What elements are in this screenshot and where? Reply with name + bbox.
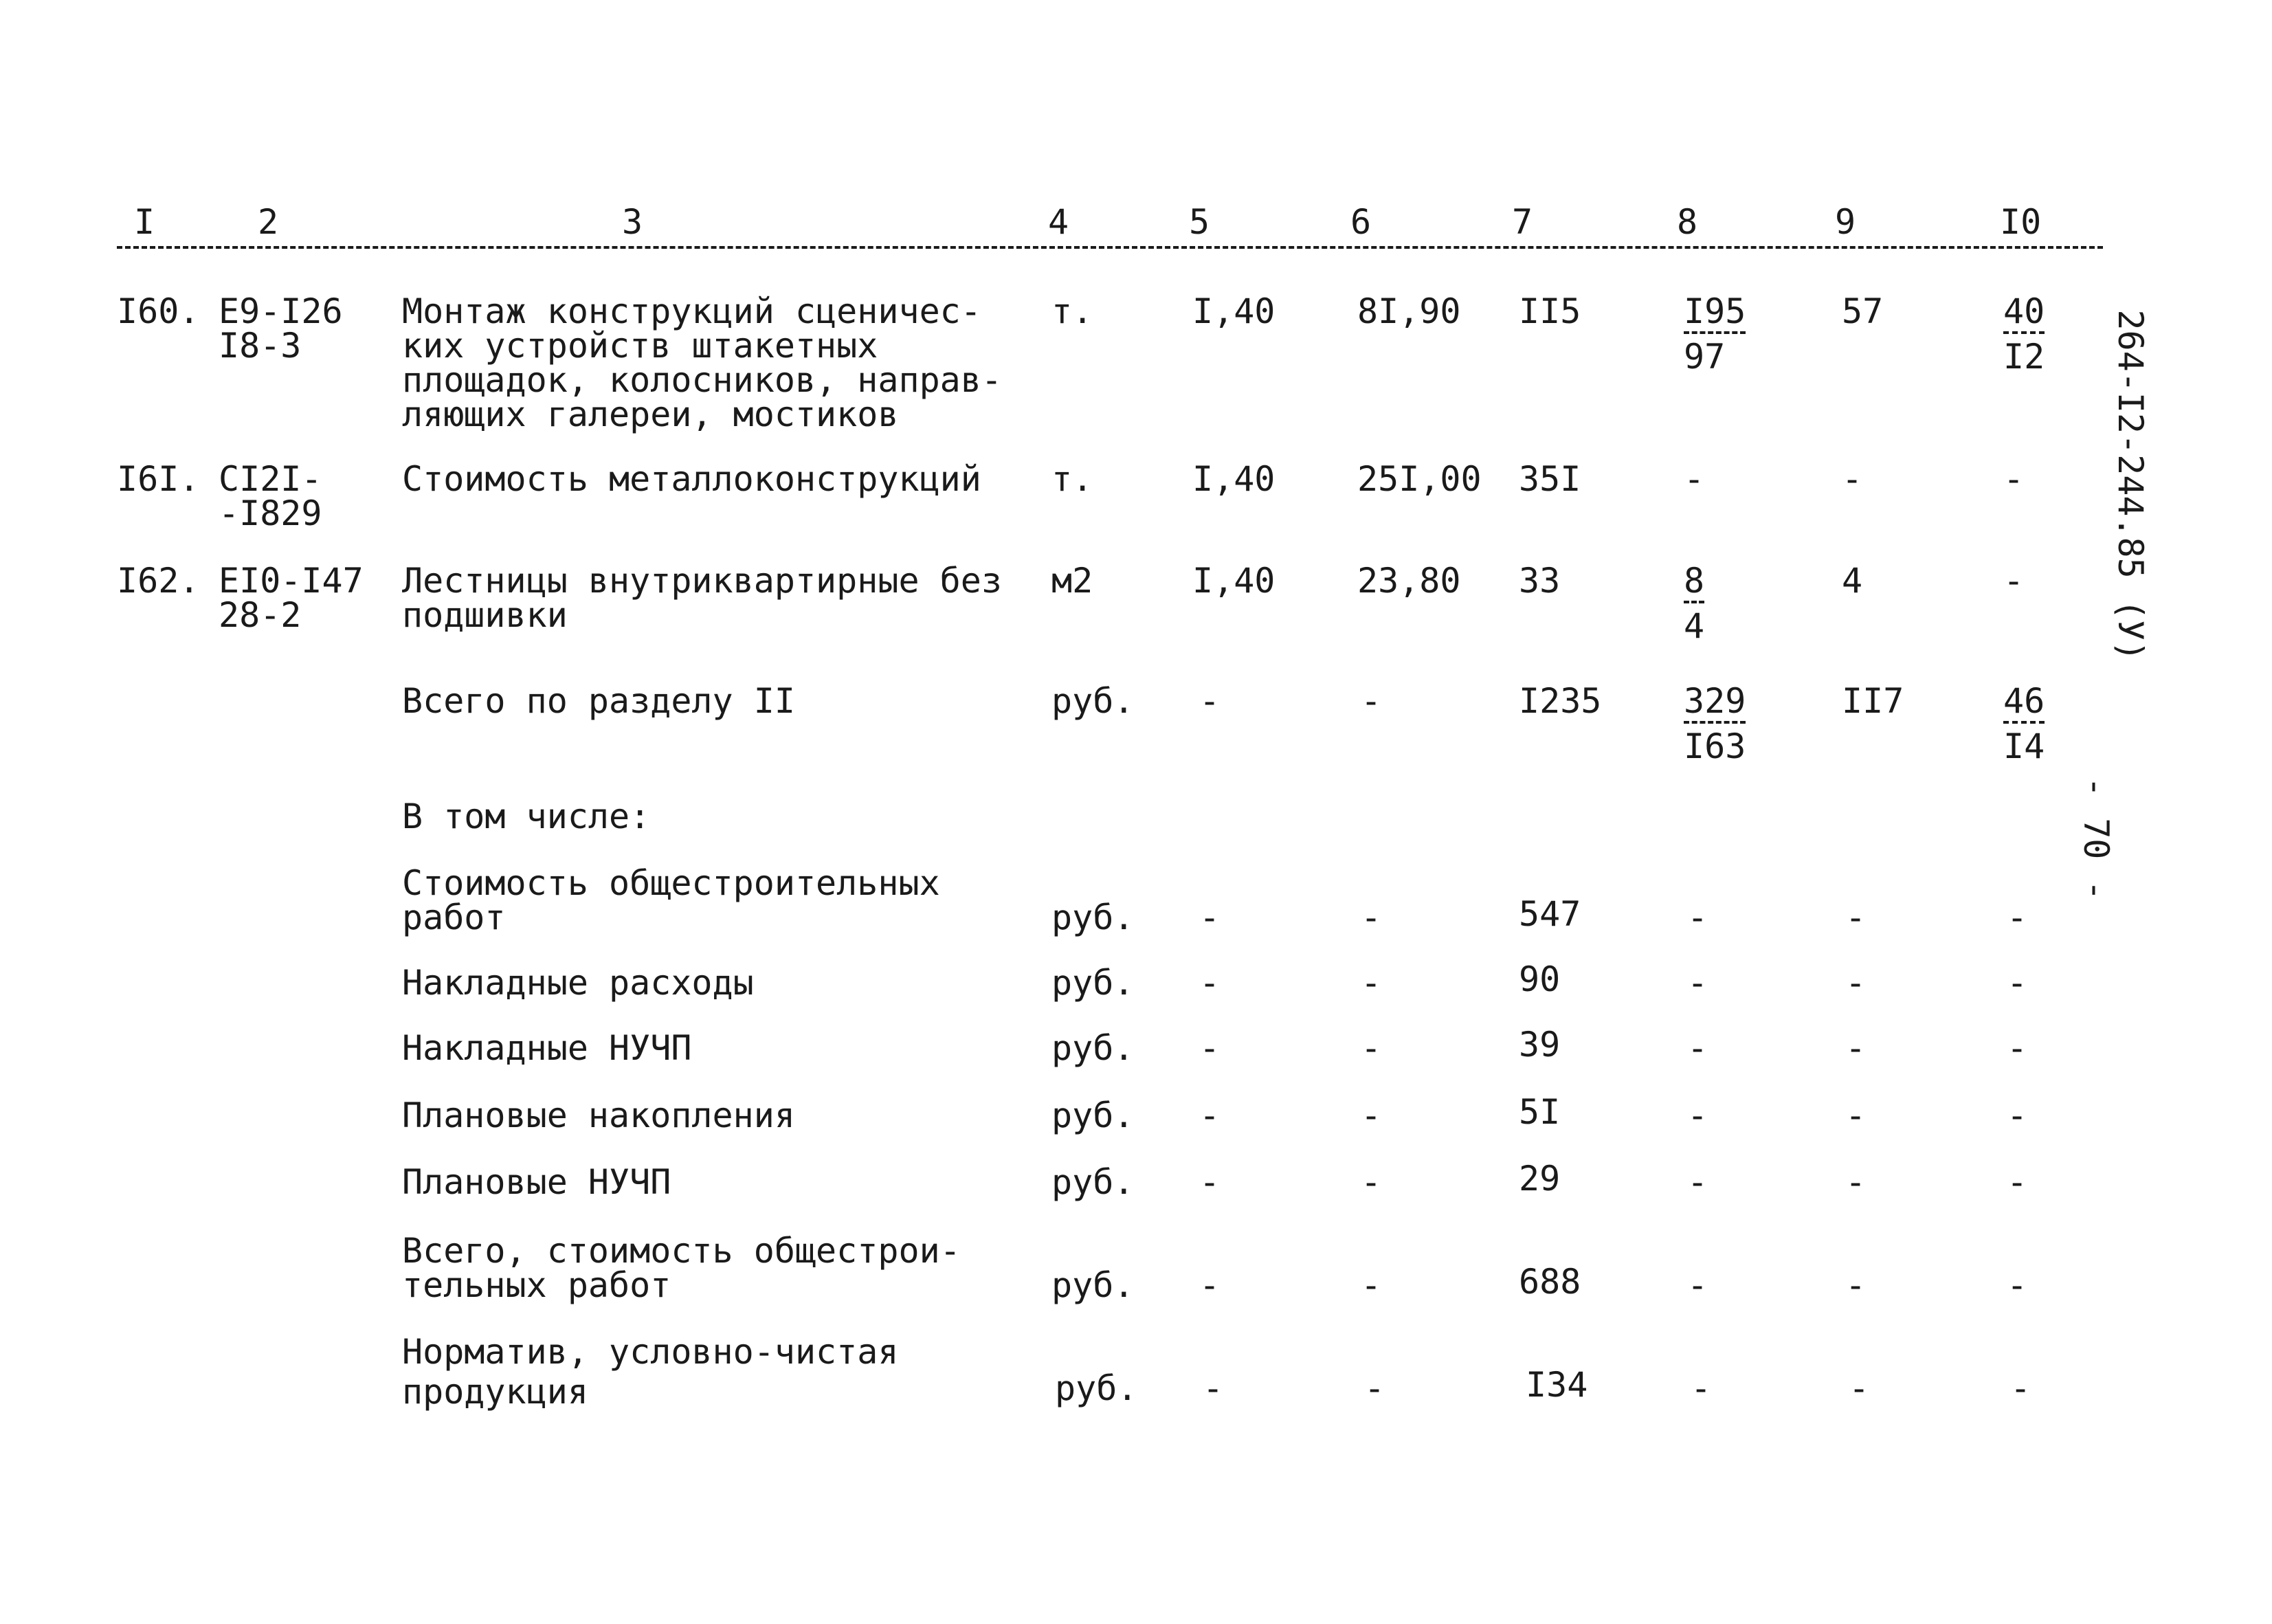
description-line: подшивки xyxy=(402,595,568,635)
col9-value: 4 xyxy=(1842,561,1863,601)
unit-price: - xyxy=(1361,898,1382,937)
total-cost: I235 xyxy=(1519,681,1602,721)
total-cost: 29 xyxy=(1519,1159,1561,1199)
total-cost: II5 xyxy=(1519,291,1581,331)
row-number: I60. xyxy=(117,291,200,331)
breakdown-label: тельных работ xyxy=(402,1265,671,1305)
quantity: I,40 xyxy=(1192,459,1276,499)
col10-numerator: 46 xyxy=(2003,684,2045,724)
col10-value: - xyxy=(2010,1368,2031,1408)
col-header-10: I0 xyxy=(2000,202,2042,242)
col10-value: - xyxy=(2007,898,2028,937)
quantity: - xyxy=(1199,1028,1221,1068)
col8-fraction xyxy=(1684,291,1746,377)
unit: руб. xyxy=(1051,1028,1135,1068)
col8-value: - xyxy=(1684,459,1705,499)
col10-value: - xyxy=(2003,561,2025,601)
col10-denominator: I4 xyxy=(2003,726,2045,766)
col8-value: - xyxy=(1691,1368,1712,1408)
including-label: В том числе: xyxy=(402,797,651,836)
quantity: I,40 xyxy=(1192,291,1276,331)
col8-value: - xyxy=(1687,1028,1708,1068)
col8-value: - xyxy=(1687,898,1708,937)
norm-code-line1: EI0-I47 xyxy=(219,561,364,601)
unit: т. xyxy=(1051,459,1093,499)
col-header-4: 4 xyxy=(1048,202,1069,242)
col8-numerator: 329 xyxy=(1684,684,1746,724)
unit-price: 23,80 xyxy=(1357,561,1461,601)
unit-price: - xyxy=(1361,1028,1382,1068)
col9-value: - xyxy=(1842,459,1863,499)
side-rotated-text xyxy=(2045,227,2182,901)
col10-fraction xyxy=(2003,291,2045,377)
unit: руб. xyxy=(1051,898,1135,937)
total-cost: 688 xyxy=(1519,1262,1581,1302)
breakdown-label: Всего, стоимость общестрои- xyxy=(402,1231,961,1271)
description-line: ляющих галереи, мостиков xyxy=(402,394,899,434)
total-cost: 35I xyxy=(1519,459,1581,499)
col-header-8: 8 xyxy=(1677,202,1698,242)
document-code: 264-I2-244.85 (У) xyxy=(2110,309,2150,662)
col8-fraction xyxy=(1684,681,1746,766)
unit: руб. xyxy=(1055,1368,1138,1408)
norm-code-line1: E9-I26 xyxy=(219,291,343,331)
description-line: Лестницы внутриквартирные без xyxy=(402,561,1002,601)
col9-value: - xyxy=(1849,1368,1870,1408)
unit-price: - xyxy=(1364,1368,1385,1408)
col10-value: - xyxy=(2003,459,2025,499)
col10-value: - xyxy=(2007,963,2028,1003)
norm-code-line2: -I829 xyxy=(219,493,322,533)
col9-value: 57 xyxy=(1842,291,1884,331)
col8-value: - xyxy=(1687,1265,1708,1305)
col9-value: II7 xyxy=(1842,681,1904,721)
quantity: - xyxy=(1203,1368,1224,1408)
col8-value: - xyxy=(1687,963,1708,1003)
side-margin xyxy=(2076,227,2185,901)
col10-value: - xyxy=(2007,1095,2028,1135)
col-header-1: I xyxy=(134,202,155,242)
breakdown-label: Плановые накопления xyxy=(402,1095,795,1135)
breakdown-label: Стоимость общестроительных xyxy=(402,863,940,903)
col10-numerator: 40 xyxy=(2003,294,2045,334)
row-number: I62. xyxy=(117,561,200,601)
total-cost: 39 xyxy=(1519,1025,1561,1065)
total-cost: 90 xyxy=(1519,959,1561,999)
col-header-6: 6 xyxy=(1350,202,1372,242)
col8-denominator: 4 xyxy=(1684,606,1705,646)
unit-price: 8I,90 xyxy=(1357,291,1461,331)
total-cost: I34 xyxy=(1526,1365,1588,1405)
col10-denominator: I2 xyxy=(2003,337,2045,377)
col10-value: - xyxy=(2007,1265,2028,1305)
unit: т. xyxy=(1051,291,1093,331)
col9-value: - xyxy=(1845,1028,1867,1068)
quantity: - xyxy=(1199,1095,1221,1135)
unit: руб. xyxy=(1051,963,1135,1003)
col8-denominator: 97 xyxy=(1684,337,1726,377)
col8-fraction xyxy=(1684,561,1705,646)
unit-price: - xyxy=(1361,1162,1382,1202)
col-header-3: 3 xyxy=(622,202,643,242)
col8-value: - xyxy=(1687,1095,1708,1135)
quantity: - xyxy=(1199,963,1221,1003)
col9-value: - xyxy=(1845,898,1867,937)
col8-numerator: 8 xyxy=(1684,564,1704,603)
norm-code-line2: I8-3 xyxy=(219,326,302,366)
col10-value: - xyxy=(2007,1162,2028,1202)
unit-price: 25I,00 xyxy=(1357,459,1482,499)
col9-value: - xyxy=(1845,963,1867,1003)
col9-value: - xyxy=(1845,1162,1867,1202)
page-number: - 70 - xyxy=(2076,777,2116,901)
col10-value: - xyxy=(2007,1028,2028,1068)
unit: м2 xyxy=(1051,561,1093,601)
norm-code-line2: 28-2 xyxy=(219,595,302,635)
quantity: - xyxy=(1199,898,1221,937)
quantity: - xyxy=(1199,1265,1221,1305)
unit: руб. xyxy=(1051,681,1135,721)
header-rule xyxy=(117,246,2103,249)
description-line: Стоимость металлоконструкций xyxy=(402,459,981,499)
unit-price: - xyxy=(1361,963,1382,1003)
quantity: I,40 xyxy=(1192,561,1276,601)
breakdown-label: Плановые НУЧП xyxy=(402,1162,671,1202)
breakdown-label: продукция xyxy=(402,1372,588,1412)
total-cost: 33 xyxy=(1519,561,1561,601)
col-header-7: 7 xyxy=(1512,202,1533,242)
unit-price: - xyxy=(1361,681,1382,721)
col9-value: - xyxy=(1845,1265,1867,1305)
breakdown-label: Норматив, условно-чистая xyxy=(402,1332,899,1372)
section-total-label: Всего по разделу II xyxy=(402,681,795,721)
breakdown-label: Накладные расходы xyxy=(402,963,754,1003)
unit-price: - xyxy=(1361,1095,1382,1135)
unit: руб. xyxy=(1051,1162,1135,1202)
row-number: I6I. xyxy=(117,459,200,499)
quantity: - xyxy=(1199,1162,1221,1202)
col9-value: - xyxy=(1845,1095,1867,1135)
quantity: - xyxy=(1199,681,1221,721)
col10-fraction xyxy=(2003,681,2045,766)
description-line: Монтаж конструкций сценичес- xyxy=(402,291,981,331)
unit: руб. xyxy=(1051,1095,1135,1135)
col8-value: - xyxy=(1687,1162,1708,1202)
total-cost: 547 xyxy=(1519,894,1581,934)
unit-price: - xyxy=(1361,1265,1382,1305)
description-line: ких устройств штакетных xyxy=(402,326,878,366)
col-header-9: 9 xyxy=(1835,202,1856,242)
total-cost: 5I xyxy=(1519,1092,1561,1132)
col8-numerator: I95 xyxy=(1684,294,1746,334)
breakdown-label: работ xyxy=(402,898,506,937)
norm-code-line1: CI2I- xyxy=(219,459,322,499)
col-header-2: 2 xyxy=(258,202,279,242)
col-header-5: 5 xyxy=(1189,202,1210,242)
description-line: площадок, колосников, направ- xyxy=(402,360,1002,400)
col8-denominator: I63 xyxy=(1684,726,1746,766)
breakdown-label: Накладные НУЧП xyxy=(402,1028,692,1068)
unit: руб. xyxy=(1051,1265,1135,1305)
